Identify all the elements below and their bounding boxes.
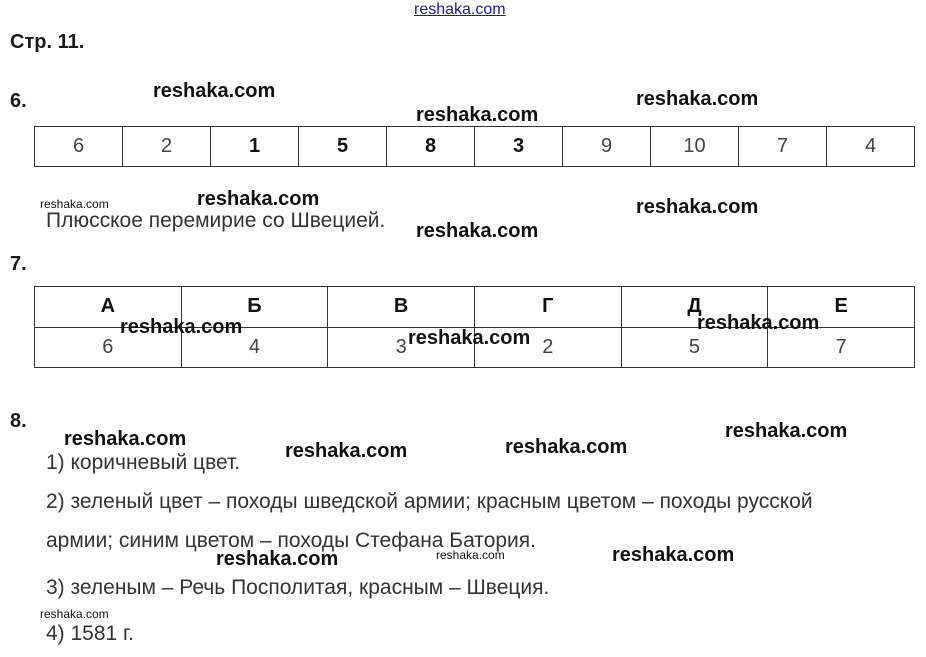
watermark: reshaka.com <box>725 420 848 442</box>
watermark: reshaka.com <box>636 88 759 110</box>
q6-cell: 7 <box>739 127 827 167</box>
watermark: reshaka.com <box>197 188 320 210</box>
q7-value-cell: 2 <box>474 327 621 368</box>
watermark: reshaka.com <box>216 548 339 570</box>
q7-header-cell: Б <box>181 287 328 328</box>
watermark: reshaka.com <box>153 80 276 102</box>
q7-header-cell: А <box>35 287 182 328</box>
q8-answer-line: 1) коричневый цвет. <box>46 451 241 474</box>
q6-cell: 5 <box>299 127 387 167</box>
q7-header-cell: Е <box>768 287 915 328</box>
q7-value-cell: 6 <box>35 327 182 368</box>
watermark: reshaka.com <box>416 104 539 126</box>
q6-cell: 3 <box>475 127 563 167</box>
question-6-number: 6. <box>10 90 27 112</box>
watermark: reshaka.com <box>697 312 820 334</box>
q6-cell: 4 <box>827 127 915 167</box>
question-7-number: 7. <box>10 253 27 275</box>
q6-cell: 10 <box>651 127 739 167</box>
question-6-answer: Плюсское перемирие со Швецией. <box>46 209 386 232</box>
watermark: reshaka.com <box>416 220 539 242</box>
q7-header-cell: В <box>328 287 475 328</box>
q6-cell: 9 <box>563 127 651 167</box>
watermark: reshaka.com <box>40 197 109 211</box>
watermark: reshaka.com <box>436 548 505 562</box>
q7-header-cell: Г <box>474 287 621 328</box>
q7-header-cell: Д <box>621 287 768 328</box>
site-link[interactable]: reshaka.com <box>414 1 506 18</box>
watermark: reshaka.com <box>40 607 109 621</box>
q6-cell: 2 <box>123 127 211 167</box>
q8-answer-line: 3) зеленым – Речь Посполитая, красным – Швеция. <box>46 576 550 599</box>
page-title: Стр. 11. <box>10 31 85 53</box>
watermark: reshaka.com <box>612 544 735 566</box>
watermark: reshaka.com <box>64 428 187 450</box>
q7-value-cell: 5 <box>621 327 768 368</box>
q8-answer-line: армии; синим цветом – походы Стефана Батория. <box>46 529 536 552</box>
q6-cell: 8 <box>387 127 475 167</box>
q6-cell: 6 <box>35 127 123 167</box>
question-6-row <box>35 127 915 167</box>
watermark: reshaka.com <box>285 440 408 462</box>
watermark: reshaka.com <box>505 436 628 458</box>
watermark: reshaka.com <box>636 196 759 218</box>
watermark: reshaka.com <box>120 316 243 338</box>
question-8-number: 8. <box>10 410 27 432</box>
q8-answer-line: 2) зеленый цвет – походы шведской армии; красным цветом – походы русской <box>46 490 813 513</box>
watermark: reshaka.com <box>408 327 531 349</box>
q6-cell: 1 <box>211 127 299 167</box>
q7-value-cell: 4 <box>181 327 328 368</box>
q7-value-cell: 7 <box>768 327 915 368</box>
q7-value-cell: 3 <box>328 327 475 368</box>
question-6-table <box>34 126 915 167</box>
q8-answer-line: 4) 1581 г. <box>46 622 134 645</box>
